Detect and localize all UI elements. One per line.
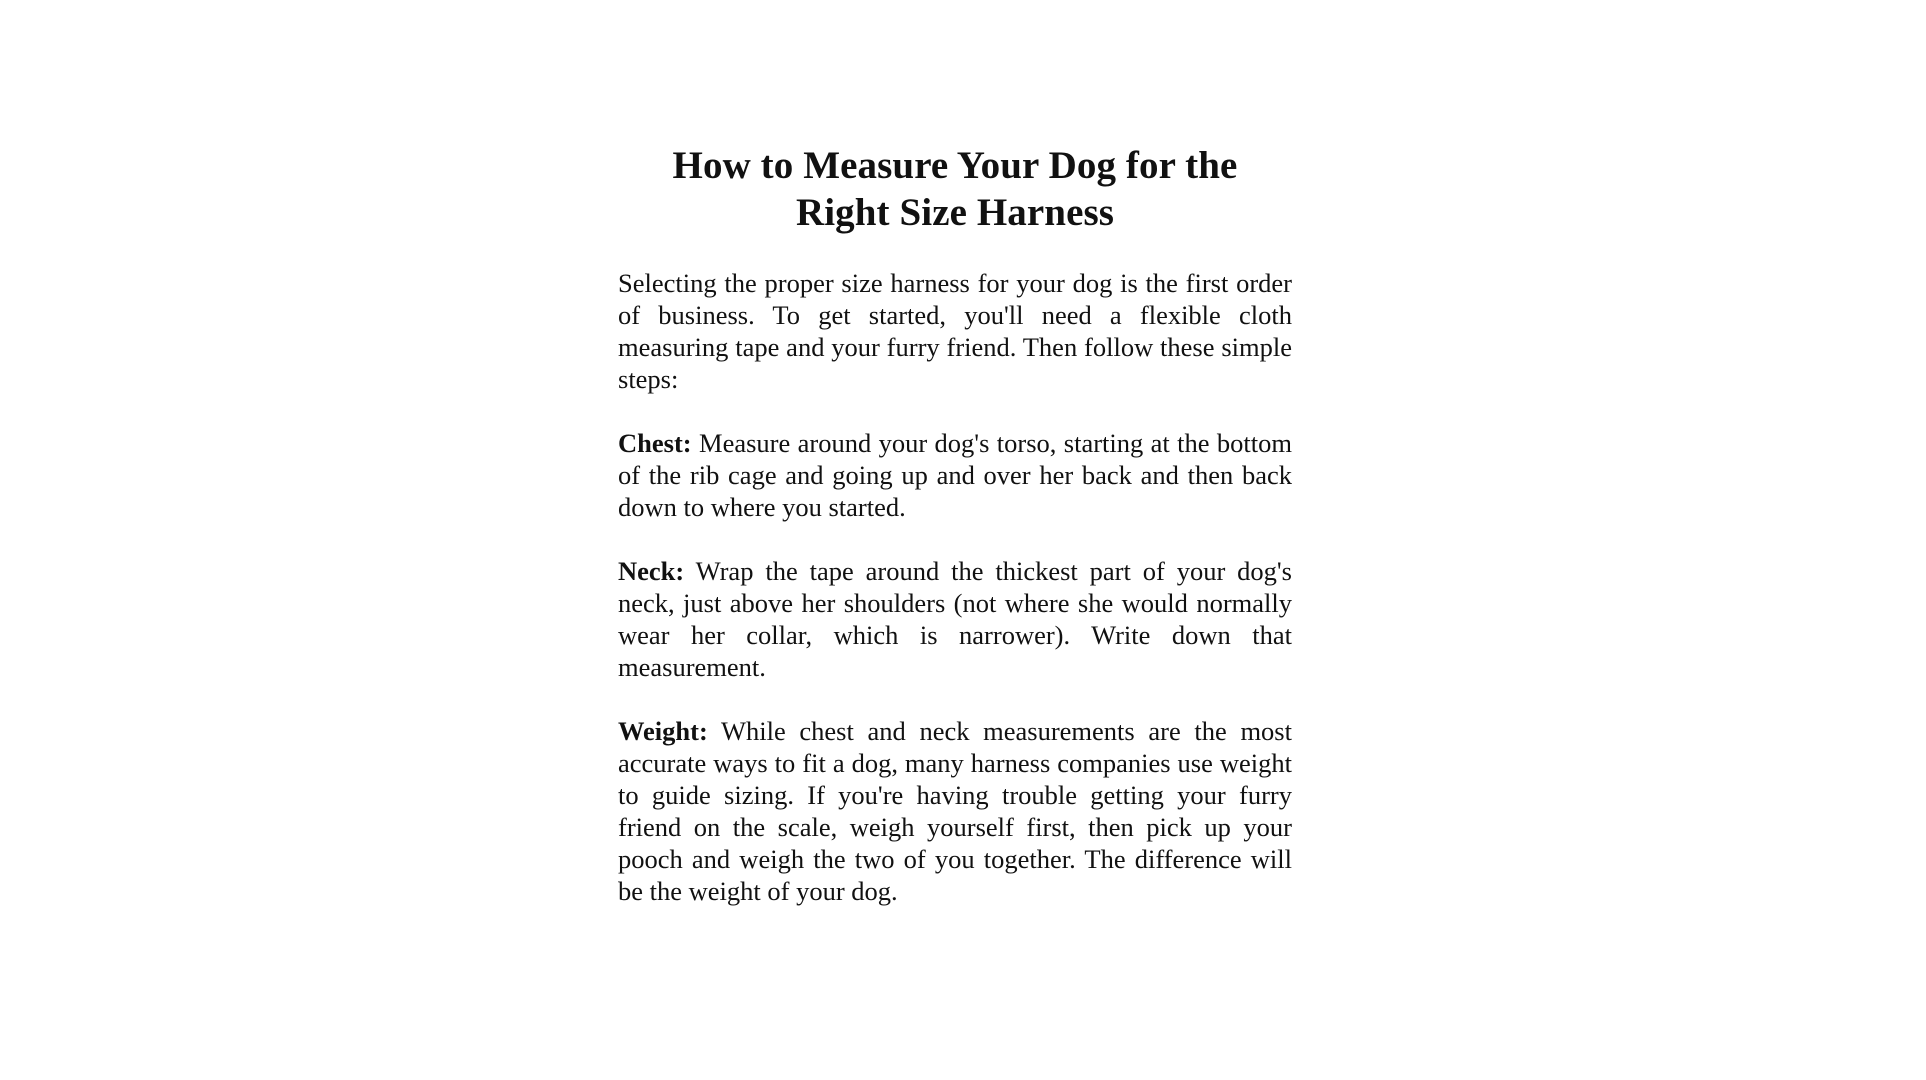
chest-label: Chest: [618,428,692,458]
weight-section [618,715,1292,907]
chest-section [618,427,1292,523]
title-line-2: Right Size Harness [795,191,1115,234]
intro-paragraph: Selecting the proper size harness for your dog is the first order of business. To get started, you'll need a flexible cloth measuring tape and your furry friend. Then follow these simple steps: [618,268,1292,394]
title-line-1: How to Measure Your Dog for the [672,144,1238,187]
weight-label: Weight: [618,716,708,746]
neck-label: Neck: [618,556,685,586]
document-page [618,142,1292,907]
neck-section [618,555,1292,683]
neck-text: Wrap the tape around the thickest part of your dog's neck, just above her shoulders (not where she would normally wear her collar, which is narrower). Write down that measurement. [618,556,1292,682]
weight-text: While chest and neck measurements are the most accurate ways to fit a dog, many harness companies use weight to guide sizing. If you're having trouble getting your furry friend on the scale, weigh yourself first, then pick up your pooch and weigh the two of you together. The difference will be the weight of your dog. [618,716,1292,906]
chest-text: Measure around your dog's torso, starting at the bottom of the rib cage and going up and over her back and then back down to where you started. [618,428,1293,522]
document-title [618,142,1292,236]
